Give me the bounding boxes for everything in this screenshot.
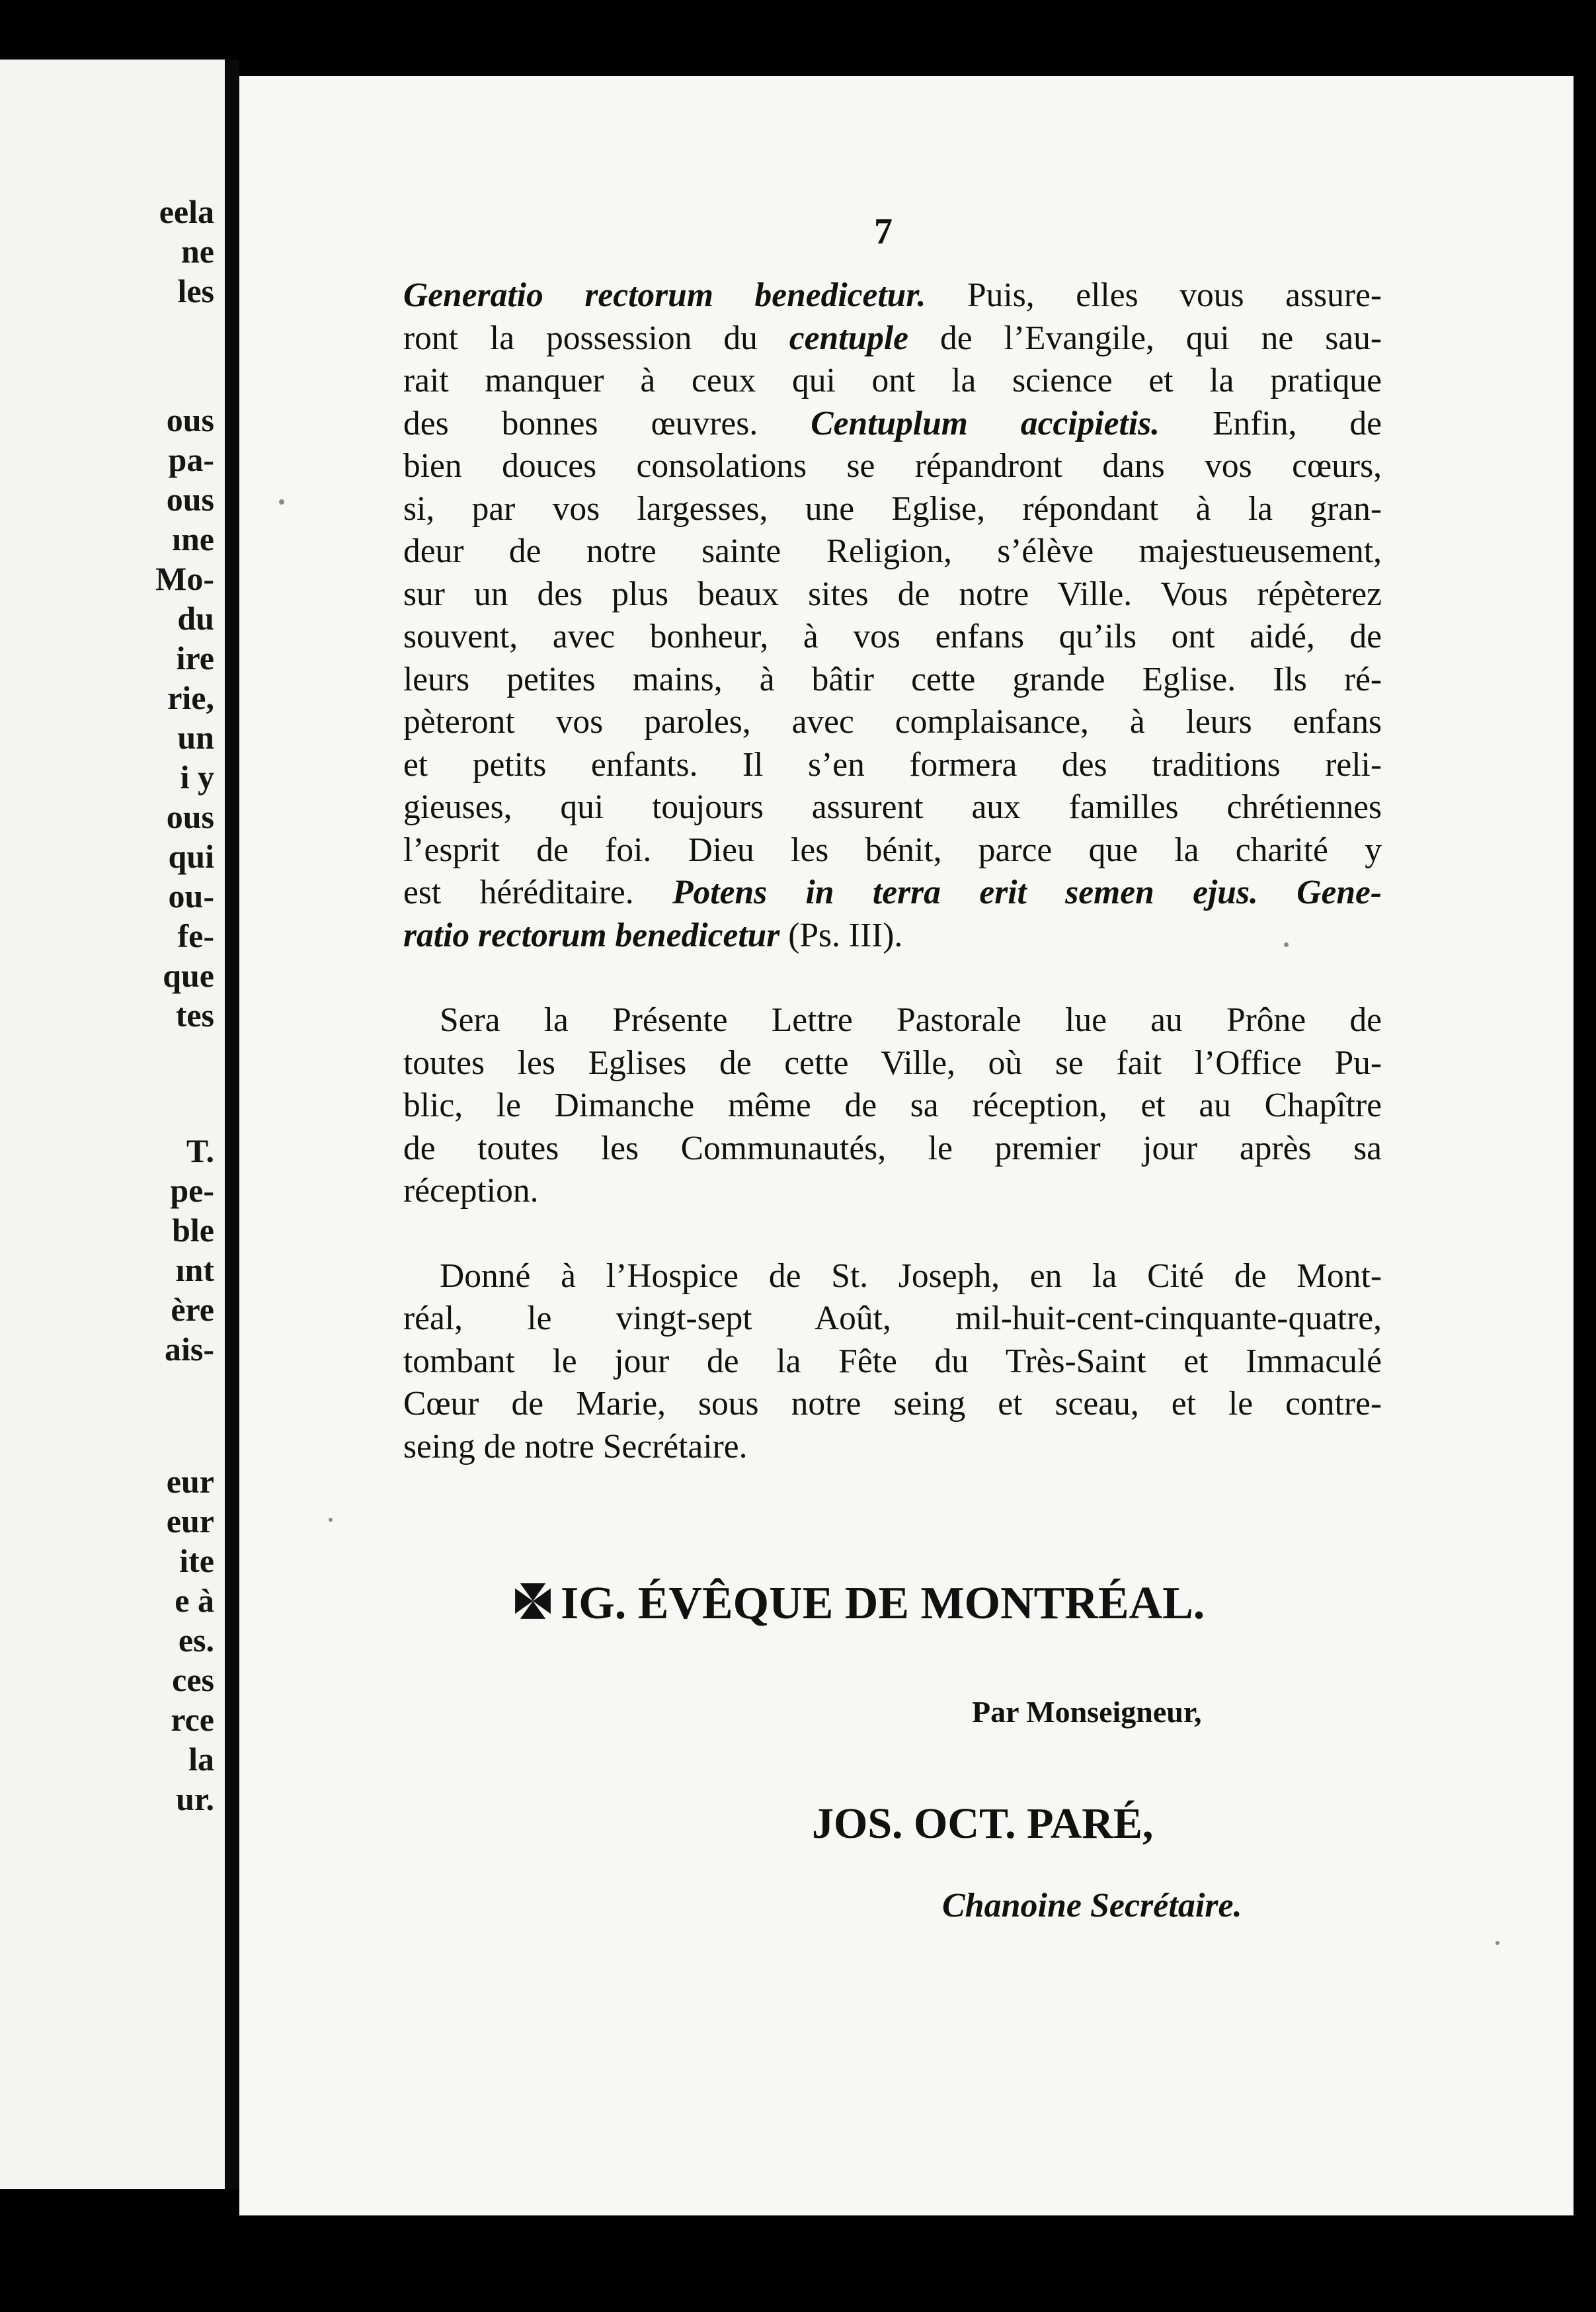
left-page-fragment: Mo- <box>155 560 214 597</box>
text-line <box>403 1341 1382 1383</box>
text-segment: rait manquer à ceux qui ont la science et la pratique <box>403 362 1382 399</box>
left-page-fragment: T. <box>186 1132 214 1169</box>
left-page-fragment: ais- <box>165 1331 214 1368</box>
text-line <box>403 403 1382 446</box>
left-page-fragment: du <box>177 600 214 637</box>
text-line <box>403 1426 1382 1469</box>
pastoral-letter-body <box>403 274 1382 1510</box>
bishop-name: IG. ÉVÊQUE DE MONTRÉAL. <box>561 1578 1205 1629</box>
text-segment: réception. <box>403 1172 539 1210</box>
text-line <box>403 872 1382 915</box>
text-line <box>403 274 1382 317</box>
paragraph <box>403 1255 1382 1469</box>
left-page-fragment: e à <box>175 1582 214 1619</box>
text-segment: seing de notre Secrétaire. <box>403 1427 748 1466</box>
text-segment: si, par vos largesses, une Eglise, répondant à la gran- <box>403 489 1382 528</box>
text-segment: et petits enfants. Il s’en formera des traditions reli- <box>403 745 1382 784</box>
left-page-fragment: eur <box>166 1463 214 1500</box>
left-page-fragment: les <box>177 272 214 310</box>
paragraph <box>403 999 1382 1213</box>
left-page-fragment: ıne <box>172 520 214 557</box>
text-segment: ront la possession du <box>403 319 789 357</box>
text-line <box>403 999 1382 1042</box>
text-segment: Puis, elles vous assure- <box>926 276 1382 314</box>
text-line <box>403 1255 1382 1298</box>
latin-quote: Generatio rectorum benedicetur. <box>403 276 926 314</box>
left-page-fragment: ous <box>166 798 214 835</box>
left-page-fragment: rce <box>171 1701 214 1738</box>
latin-quote: ratio rectorum benedicetur <box>403 916 780 954</box>
left-page-fragment: ous <box>166 401 214 438</box>
text-line <box>403 317 1382 360</box>
text-line <box>403 530 1382 573</box>
left-page-fragment: pe- <box>170 1172 214 1209</box>
text-segment: tombant le jour de la Fête du Très-Saint et Immaculé <box>403 1342 1382 1380</box>
secretary-name: JOS. OCT. PARÉ, <box>812 1799 1154 1848</box>
left-page-fragment: es. <box>178 1622 214 1659</box>
left-page-fragment: qui <box>168 838 214 875</box>
left-page-fragment: ère <box>171 1291 214 1328</box>
secretary-title: Chanoine Secrétaire. <box>942 1887 1242 1924</box>
text-segment: toutes les Eglises de cette Ville, où se fait l’Office Pu- <box>403 1044 1382 1082</box>
text-segment: pèteront vos paroles, avec complaisance, à leurs enfans <box>403 703 1382 741</box>
left-page-fragment: que <box>163 957 214 994</box>
text-line <box>403 1128 1382 1171</box>
text-segment: sur un des plus beaux sites de notre Ville. Vous répèterez <box>403 575 1382 613</box>
text-segment: Enfin, de <box>1160 404 1382 442</box>
left-page-fragment: ous <box>166 481 214 518</box>
bishop-signature <box>509 1577 1205 1630</box>
text-segment: (Ps. III). <box>779 916 903 954</box>
text-segment: bien douces consolations se répandront dans vos cœurs, <box>403 447 1382 485</box>
left-page-fragment: ces <box>172 1661 214 1698</box>
text-segment: Sera la Présente Lettre Pastorale lue au Prône de <box>440 1001 1382 1039</box>
left-page-fragment: un <box>177 719 214 756</box>
latin-quote: Potens in terra erit semen ejus. Gene- <box>672 874 1382 911</box>
text-line <box>403 573 1382 616</box>
text-line <box>403 616 1382 659</box>
left-page-fragment: fe- <box>177 917 214 954</box>
page-gutter <box>225 60 239 2189</box>
text-line <box>403 915 1382 958</box>
text-line <box>403 360 1382 403</box>
latin-quote: Centuplum accipietis. <box>811 404 1160 442</box>
left-page-fragment: ou- <box>168 878 214 915</box>
text-segment: de toutes les Communautés, le premier jour après sa <box>403 1129 1382 1167</box>
text-segment: est héréditaire. <box>403 874 673 911</box>
text-segment: blic, le Dimanche même de sa réception, et au Chapître <box>403 1087 1382 1124</box>
text-line <box>403 1042 1382 1085</box>
text-line <box>403 1170 1382 1213</box>
text-segment: Donné à l’Hospice de St. Joseph, en la Cité de Mont- <box>440 1257 1382 1295</box>
text-segment: deur de notre sainte Religion, s’élève majestueusement, <box>403 532 1382 570</box>
text-line <box>403 1383 1382 1426</box>
text-line <box>403 1085 1382 1128</box>
text-line <box>403 659 1382 702</box>
maltese-cross-icon <box>509 1580 557 1622</box>
text-line <box>403 744 1382 787</box>
text-line <box>403 1298 1382 1341</box>
text-segment: réal, le vingt-sept Août, mil-huit-cent-cinquante-quatre, <box>403 1300 1382 1337</box>
text-line <box>403 445 1382 488</box>
text-line <box>403 786 1382 829</box>
left-page-fragment: ınt <box>175 1251 214 1288</box>
left-page-fragment: tes <box>175 997 214 1034</box>
left-page-fragment: ne <box>181 233 214 270</box>
text-segment: Cœur de Marie, sous notre seing et sceau, et le contre- <box>403 1385 1382 1423</box>
left-page-fragment: ite <box>179 1542 214 1579</box>
left-page-fragment: i y <box>180 759 214 796</box>
latin-quote: centuple <box>789 319 909 357</box>
page-number: 7 <box>874 211 893 252</box>
by-monsignor-label: Par Monseigneur, <box>972 1695 1202 1729</box>
text-segment: gieuses, qui toujours assurent aux familles chrétiennes <box>403 788 1382 826</box>
text-segment: des bonnes œuvres. <box>403 404 811 442</box>
text-line <box>403 829 1382 872</box>
left-page-fragment: ire <box>176 640 214 677</box>
left-page-fragment: rie, <box>167 679 214 716</box>
text-segment: de l’Evangile, qui ne sau- <box>908 319 1382 357</box>
text-segment: l’esprit de foi. Dieu les bénit, parce que la charité y <box>403 831 1382 869</box>
left-page-fragment: la <box>188 1741 214 1778</box>
left-page-fragment: ble <box>172 1212 214 1249</box>
paragraph <box>403 274 1382 957</box>
left-page-fragment: ur. <box>176 1780 214 1817</box>
text-line <box>403 488 1382 531</box>
left-page-fragment: eela <box>159 193 214 230</box>
left-facing-page <box>0 60 233 2189</box>
text-line <box>403 701 1382 744</box>
left-page-fragment: pa- <box>168 441 214 478</box>
text-segment: leurs petites mains, à bâtir cette grande Eglise. Ils ré- <box>403 660 1382 698</box>
text-segment: souvent, avec bonheur, à vos enfans qu’ils ont aidé, de <box>403 618 1382 655</box>
left-page-fragment: eur <box>166 1503 214 1540</box>
